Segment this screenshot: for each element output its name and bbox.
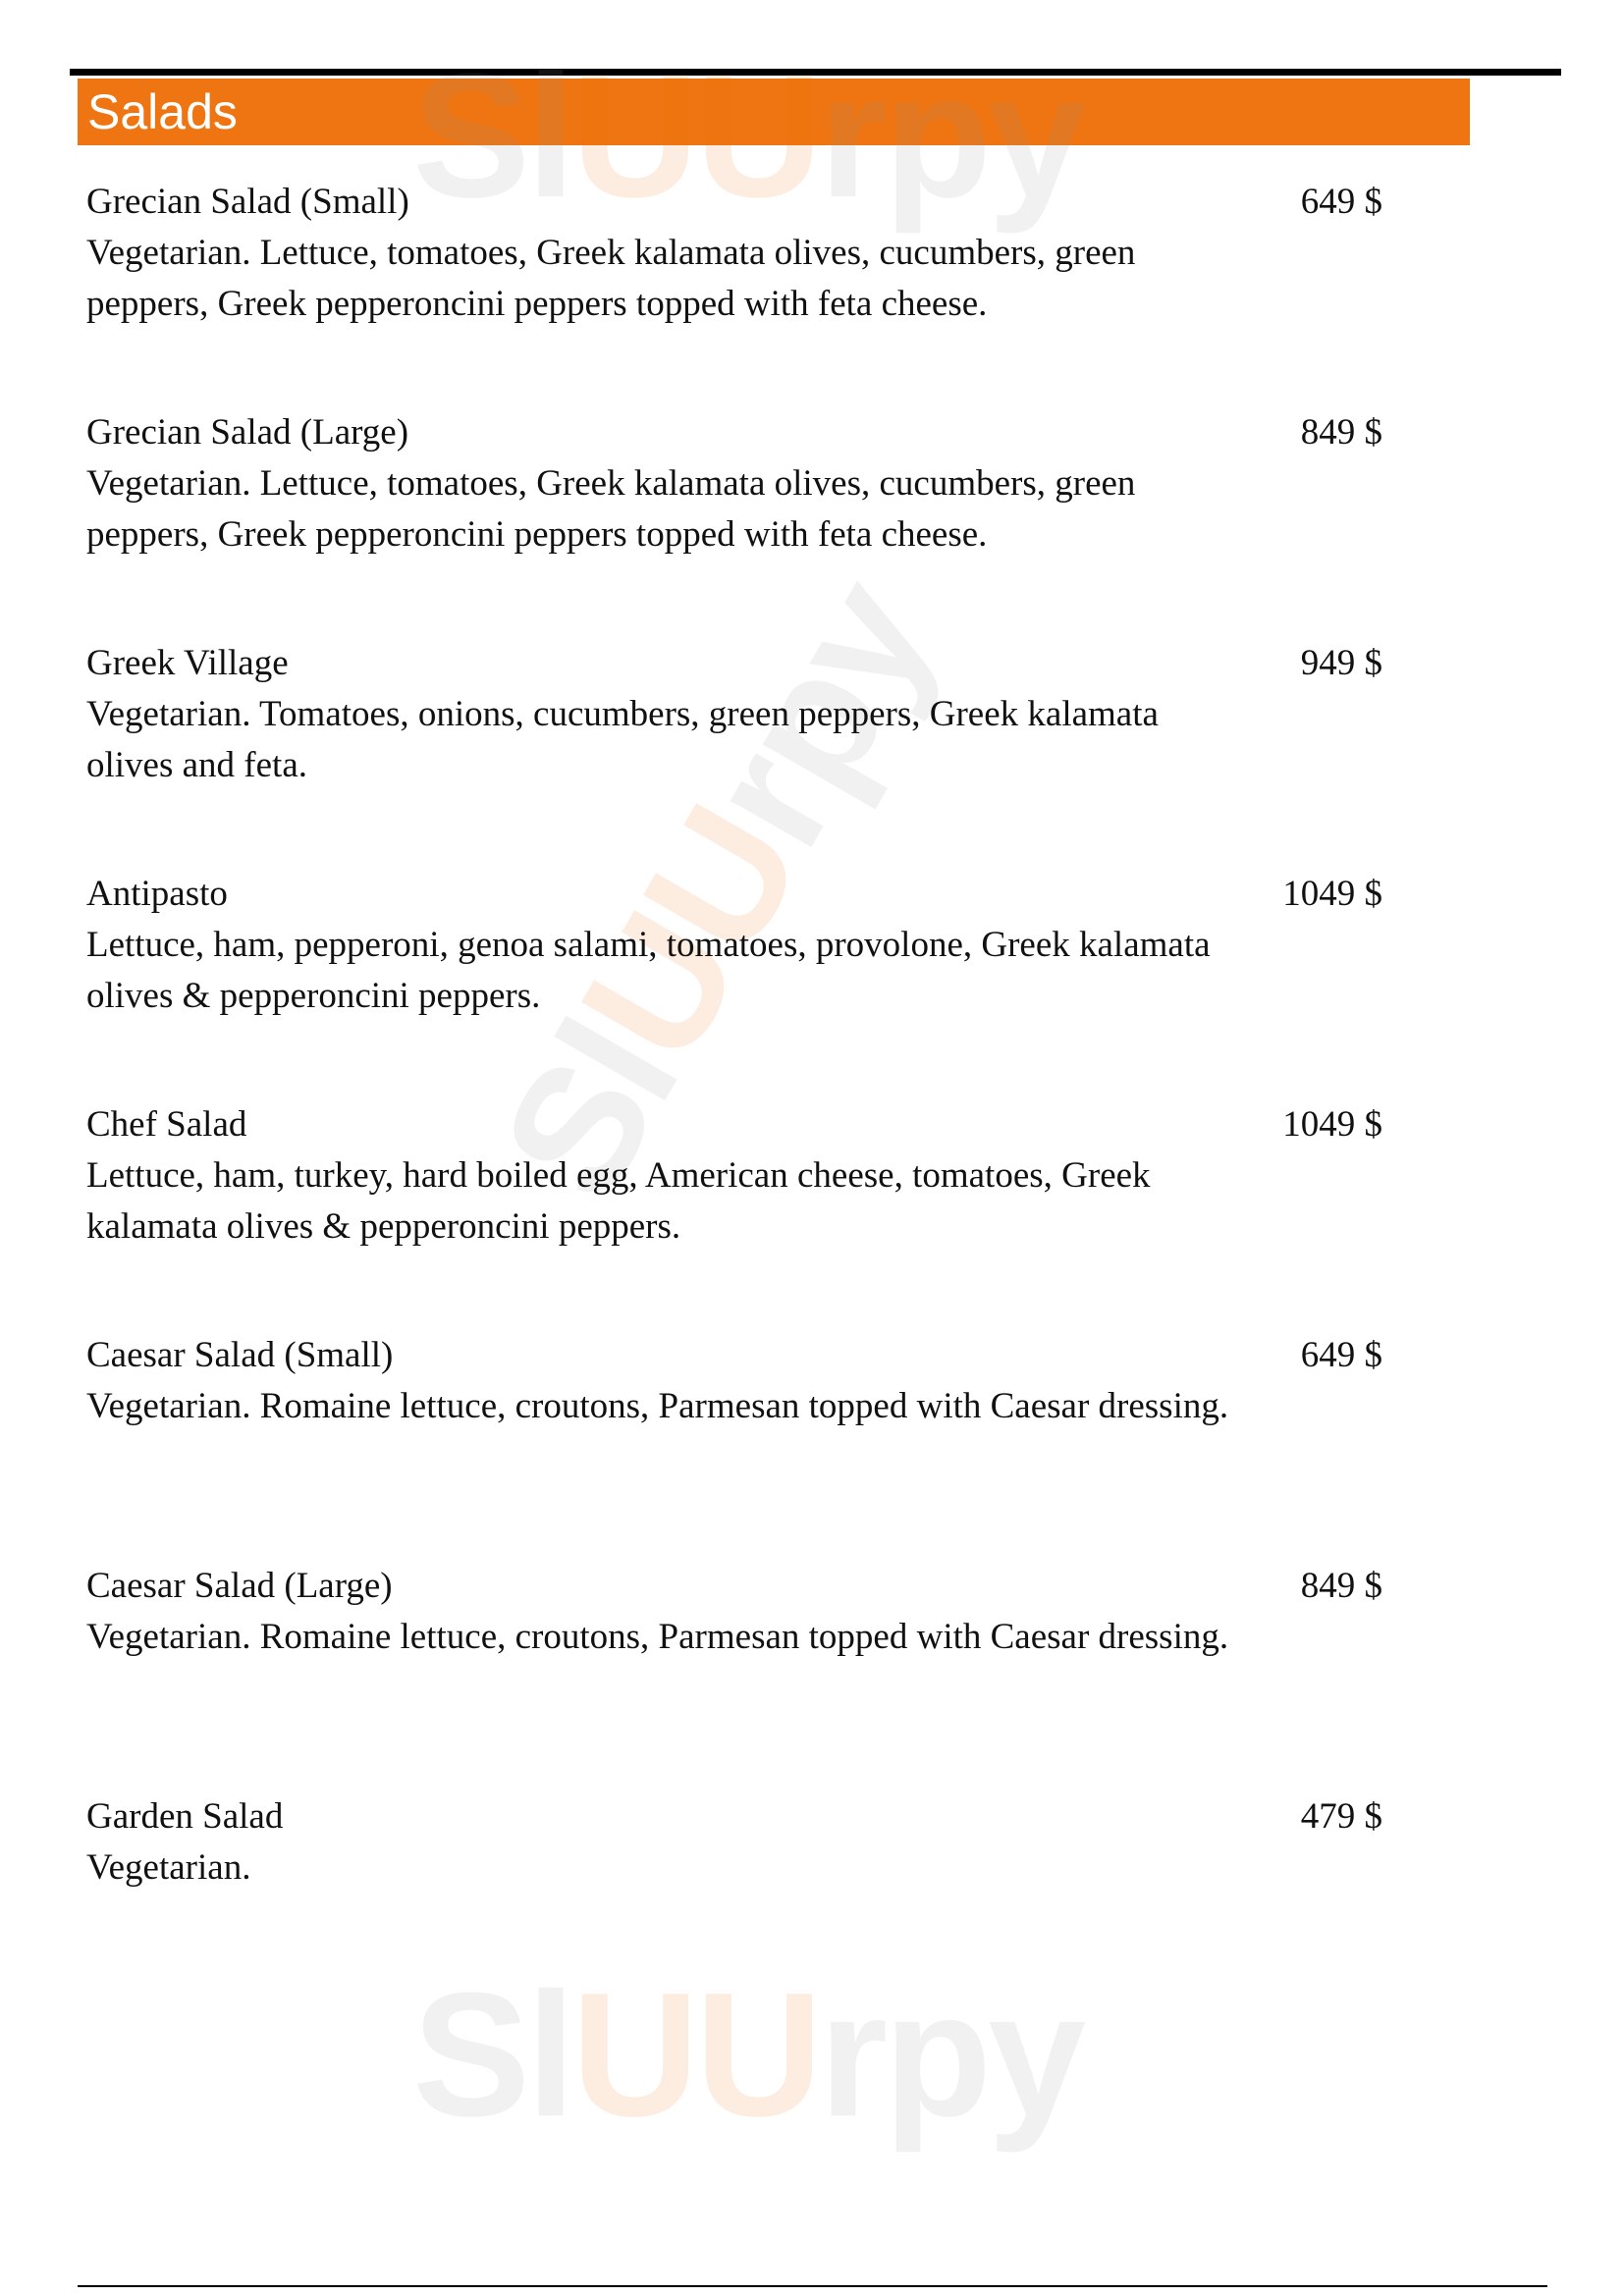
item-price: 649 $ [1300, 182, 1382, 222]
menu-item [86, 1099, 1382, 1330]
item-name: Grecian Salad (Small) [86, 182, 409, 222]
item-price: 649 $ [1300, 1335, 1382, 1375]
item-name: Antipasto [86, 874, 228, 914]
menu-item [86, 1330, 1382, 1561]
watermark-logo-part: rpy [667, 550, 970, 878]
watermark-logo-part: Sl [463, 992, 715, 1229]
item-description: Vegetarian. Tomatoes, onions, cucumbers, green peppers, Greek kalamata olives and feta. [86, 694, 1159, 785]
item-description: Vegetarian. Romaine lettuce, croutons, Parmesan topped with Caesar dressing. [86, 1617, 1229, 1657]
item-description: Vegetarian. Lettuce, tomatoes, Greek kalamata olives, cucumbers, green peppers, Greek pepperoncini peppers topped with feta cheese. [86, 233, 1136, 324]
menu-item [86, 638, 1382, 869]
item-description: Lettuce, ham, turkey, hard boiled egg, American cheese, tomatoes, Greek kalamata olives & pepperoncini peppers. [86, 1155, 1151, 1247]
item-name: Greek Village [86, 643, 289, 683]
menu-item [86, 869, 1382, 1099]
bottom-rule [78, 2285, 1547, 2287]
top-rule [70, 69, 1561, 76]
item-price: 479 $ [1300, 1796, 1382, 1837]
item-price: 849 $ [1300, 1566, 1382, 1606]
item-price: 1049 $ [1282, 874, 1382, 914]
menu-item [86, 177, 1382, 407]
section-title: Salads [87, 84, 238, 139]
section-header [78, 79, 1470, 145]
item-name: Chef Salad [86, 1104, 247, 1145]
menu-item [86, 1791, 1382, 2022]
item-name: Grecian Salad (Large) [86, 412, 409, 453]
item-price: 1049 $ [1282, 1104, 1382, 1145]
menu-item [86, 407, 1382, 638]
item-description: Vegetarian. Lettuce, tomatoes, Greek kalamata olives, cucumbers, green peppers, Greek pepperoncini peppers topped with feta cheese. [86, 463, 1136, 555]
item-name: Garden Salad [86, 1796, 284, 1837]
item-description: Lettuce, ham, pepperoni, genoa salami, tomatoes, provolone, Greek kalamata olives & pepperoncini peppers. [86, 925, 1211, 1016]
item-name: Caesar Salad (Small) [86, 1335, 394, 1375]
watermark-logo-part: rpy [819, 1956, 1083, 2154]
item-description: Vegetarian. Romaine lettuce, croutons, Parmesan topped with Caesar dressing. [86, 1386, 1229, 1426]
watermark-logo-part: Sl [412, 1956, 572, 2154]
watermark-logo-accent: UU [571, 1956, 820, 2154]
item-name: Caesar Salad (Large) [86, 1566, 393, 1606]
menu-item-list [86, 177, 1382, 2022]
item-price: 949 $ [1300, 643, 1382, 683]
item-price: 849 $ [1300, 412, 1382, 453]
menu-item [86, 1561, 1382, 1791]
watermark-logo-accent: UU [543, 777, 839, 1092]
item-description: Vegetarian. [86, 1847, 251, 1888]
